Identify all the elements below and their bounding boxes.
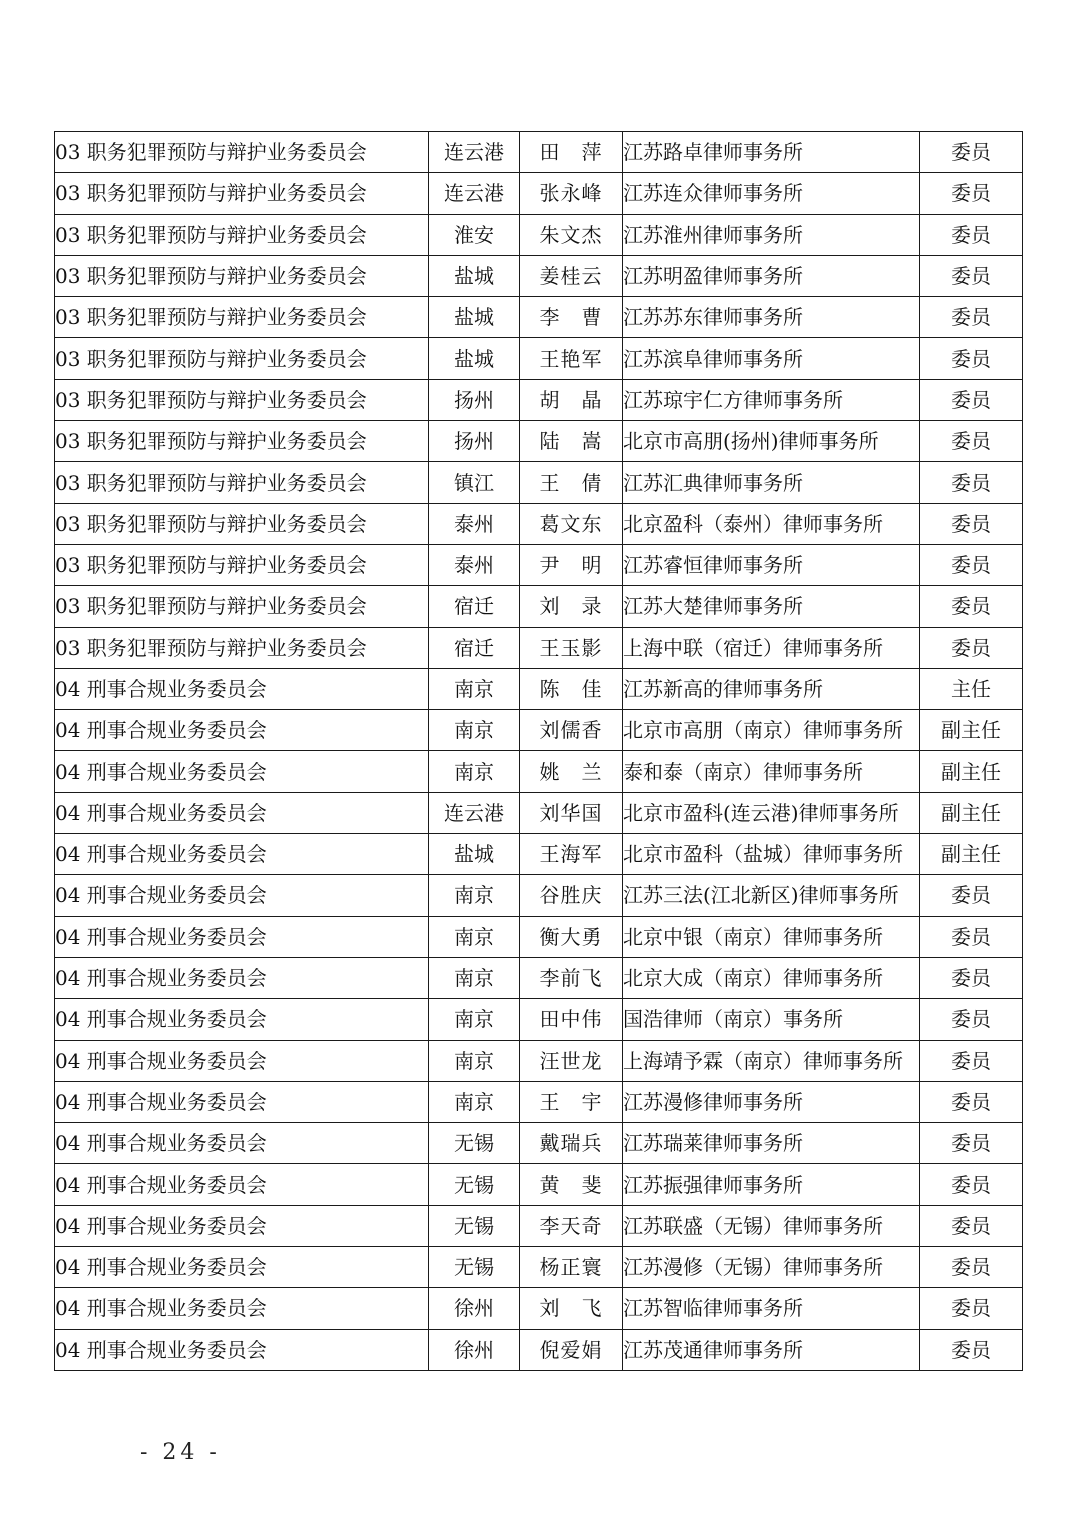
city-cell: 南京 [429,668,520,709]
table-row [55,132,1023,173]
committee-cell: 03 职务犯罪预防与辩护业务委员会 [55,255,429,296]
law-firm-cell: 国浩律师（南京）事务所 [623,999,920,1040]
role-cell: 主任 [920,668,1023,709]
member-name-cell: 杨正寰 [520,1247,623,1288]
law-firm-cell: 江苏睿恒律师事务所 [623,544,920,585]
table-row [55,1288,1023,1329]
committee-cell: 04 刑事合规业务委员会 [55,957,429,998]
committee-cell: 04 刑事合规业务委员会 [55,1329,429,1370]
city-cell: 淮安 [429,214,520,255]
member-name-cell: 陈 佳 [520,668,623,709]
member-name-cell: 李 曹 [520,297,623,338]
law-firm-cell: 江苏大楚律师事务所 [623,586,920,627]
city-cell: 无锡 [429,1123,520,1164]
member-name-cell: 田中伟 [520,999,623,1040]
member-name-cell: 姜桂云 [520,255,623,296]
table-row [55,916,1023,957]
role-cell: 委员 [920,173,1023,214]
law-firm-cell: 江苏瑞莱律师事务所 [623,1123,920,1164]
committee-cell: 04 刑事合规业务委员会 [55,1081,429,1122]
role-cell: 委员 [920,297,1023,338]
role-cell: 委员 [920,544,1023,585]
committee-cell: 03 职务犯罪预防与辩护业务委员会 [55,462,429,503]
role-cell: 委员 [920,214,1023,255]
law-firm-cell: 上海靖予霖（南京）律师事务所 [623,1040,920,1081]
committee-cell: 04 刑事合规业务委员会 [55,1123,429,1164]
table-row [55,751,1023,792]
committee-cell: 04 刑事合规业务委员会 [55,1040,429,1081]
table-row [55,462,1023,503]
city-cell: 泰州 [429,503,520,544]
city-cell: 镇江 [429,462,520,503]
table-row [55,338,1023,379]
committee-cell: 03 职务犯罪预防与辩护业务委员会 [55,173,429,214]
member-name-cell: 汪世龙 [520,1040,623,1081]
law-firm-cell: 江苏淮州律师事务所 [623,214,920,255]
law-firm-cell: 北京市盈科（盐城）律师事务所 [623,834,920,875]
committee-cell: 04 刑事合规业务委员会 [55,834,429,875]
role-cell: 委员 [920,586,1023,627]
committee-cell: 04 刑事合规业务委员会 [55,668,429,709]
table-row [55,1164,1023,1205]
table-row [55,297,1023,338]
law-firm-cell: 江苏明盈律师事务所 [623,255,920,296]
role-cell: 委员 [920,1247,1023,1288]
role-cell: 副主任 [920,792,1023,833]
city-cell: 泰州 [429,544,520,585]
law-firm-cell: 上海中联（宿迁）律师事务所 [623,627,920,668]
law-firm-cell: 江苏联盛（无锡）律师事务所 [623,1205,920,1246]
city-cell: 盐城 [429,255,520,296]
member-name-cell: 李天奇 [520,1205,623,1246]
law-firm-cell: 北京盈科（泰州）律师事务所 [623,503,920,544]
city-cell: 连云港 [429,792,520,833]
law-firm-cell: 江苏漫修律师事务所 [623,1081,920,1122]
committee-cell: 04 刑事合规业务委员会 [55,999,429,1040]
committee-cell: 03 职务犯罪预防与辩护业务委员会 [55,627,429,668]
role-cell: 委员 [920,957,1023,998]
city-cell: 扬州 [429,421,520,462]
committee-cell: 04 刑事合规业务委员会 [55,1288,429,1329]
table-row [55,834,1023,875]
role-cell: 委员 [920,1288,1023,1329]
member-name-cell: 陆 嵩 [520,421,623,462]
city-cell: 南京 [429,957,520,998]
member-name-cell: 王 倩 [520,462,623,503]
role-cell: 委员 [920,132,1023,173]
member-name-cell: 张永峰 [520,173,623,214]
member-name-cell: 王海军 [520,834,623,875]
member-name-cell: 戴瑞兵 [520,1123,623,1164]
committee-cell: 04 刑事合规业务委员会 [55,1247,429,1288]
city-cell: 无锡 [429,1247,520,1288]
committee-cell: 03 职务犯罪预防与辩护业务委员会 [55,214,429,255]
member-name-cell: 王玉影 [520,627,623,668]
law-firm-cell: 江苏滨阜律师事务所 [623,338,920,379]
city-cell: 盐城 [429,338,520,379]
committee-cell: 04 刑事合规业务委员会 [55,1164,429,1205]
committee-cell: 04 刑事合规业务委员会 [55,875,429,916]
law-firm-cell: 江苏琼宇仁方律师事务所 [623,379,920,420]
law-firm-cell: 江苏振强律师事务所 [623,1164,920,1205]
committee-cell: 03 职务犯罪预防与辩护业务委员会 [55,421,429,462]
member-name-cell: 朱文杰 [520,214,623,255]
role-cell: 委员 [920,1081,1023,1122]
law-firm-cell: 泰和泰（南京）律师事务所 [623,751,920,792]
member-name-cell: 刘 飞 [520,1288,623,1329]
city-cell: 徐州 [429,1329,520,1370]
member-name-cell: 李前飞 [520,957,623,998]
table-row [55,586,1023,627]
law-firm-cell: 北京中银（南京）律师事务所 [623,916,920,957]
table-row [55,503,1023,544]
city-cell: 扬州 [429,379,520,420]
city-cell: 徐州 [429,1288,520,1329]
city-cell: 南京 [429,875,520,916]
role-cell: 委员 [920,421,1023,462]
member-name-cell: 姚 兰 [520,751,623,792]
table-row [55,957,1023,998]
member-name-cell: 刘儒香 [520,710,623,751]
member-name-cell: 胡 晶 [520,379,623,420]
city-cell: 南京 [429,999,520,1040]
member-name-cell: 王艳军 [520,338,623,379]
law-firm-cell: 江苏漫修（无锡）律师事务所 [623,1247,920,1288]
role-cell: 委员 [920,875,1023,916]
table-row [55,379,1023,420]
law-firm-cell: 北京市高朋（南京）律师事务所 [623,710,920,751]
law-firm-cell: 北京市盈科(连云港)律师事务所 [623,792,920,833]
table-row [55,1123,1023,1164]
city-cell: 盐城 [429,834,520,875]
law-firm-cell: 江苏路卓律师事务所 [623,132,920,173]
role-cell: 委员 [920,462,1023,503]
table-row [55,1081,1023,1122]
law-firm-cell: 北京大成（南京）律师事务所 [623,957,920,998]
law-firm-cell: 江苏新高的律师事务所 [623,668,920,709]
member-name-cell: 谷胜庆 [520,875,623,916]
city-cell: 南京 [429,1040,520,1081]
city-cell: 宿迁 [429,586,520,627]
committee-cell: 03 职务犯罪预防与辩护业务委员会 [55,544,429,585]
table-row [55,792,1023,833]
table-row [55,875,1023,916]
city-cell: 盐城 [429,297,520,338]
role-cell: 委员 [920,255,1023,296]
role-cell: 委员 [920,627,1023,668]
table-row [55,1329,1023,1370]
committee-cell: 04 刑事合规业务委员会 [55,751,429,792]
city-cell: 连云港 [429,132,520,173]
city-cell: 南京 [429,751,520,792]
role-cell: 委员 [920,1329,1023,1370]
committee-cell: 04 刑事合规业务委员会 [55,1205,429,1246]
table-row [55,710,1023,751]
law-firm-cell: 江苏茂通律师事务所 [623,1329,920,1370]
city-cell: 无锡 [429,1164,520,1205]
page-number: - 24 - [140,1440,221,1465]
member-name-cell: 尹 明 [520,544,623,585]
member-name-cell: 倪爱娟 [520,1329,623,1370]
member-name-cell: 衡大勇 [520,916,623,957]
role-cell: 委员 [920,338,1023,379]
member-name-cell: 黄 斐 [520,1164,623,1205]
table-row [55,1040,1023,1081]
law-firm-cell: 江苏连众律师事务所 [623,173,920,214]
member-name-cell: 刘 录 [520,586,623,627]
table-row [55,1205,1023,1246]
role-cell: 副主任 [920,834,1023,875]
role-cell: 委员 [920,503,1023,544]
city-cell: 宿迁 [429,627,520,668]
law-firm-cell: 江苏苏东律师事务所 [623,297,920,338]
table-row [55,999,1023,1040]
member-name-cell: 刘华国 [520,792,623,833]
law-firm-cell: 江苏智临律师事务所 [623,1288,920,1329]
city-cell: 南京 [429,710,520,751]
role-cell: 委员 [920,1040,1023,1081]
committee-cell: 03 职务犯罪预防与辩护业务委员会 [55,379,429,420]
table-row [55,668,1023,709]
table-row [55,255,1023,296]
roster-body [55,132,1023,1371]
committee-cell: 04 刑事合规业务委员会 [55,792,429,833]
city-cell: 无锡 [429,1205,520,1246]
table-row [55,627,1023,668]
committee-cell: 03 职务犯罪预防与辩护业务委员会 [55,132,429,173]
committee-cell: 03 职务犯罪预防与辩护业务委员会 [55,503,429,544]
table-row [55,1247,1023,1288]
role-cell: 委员 [920,999,1023,1040]
table-row [55,544,1023,585]
role-cell: 副主任 [920,710,1023,751]
member-name-cell: 葛文东 [520,503,623,544]
role-cell: 副主任 [920,751,1023,792]
law-firm-cell: 北京市高朋(扬州)律师事务所 [623,421,920,462]
law-firm-cell: 江苏三法(江北新区)律师事务所 [623,875,920,916]
law-firm-cell: 江苏汇典律师事务所 [623,462,920,503]
table-row [55,421,1023,462]
city-cell: 南京 [429,916,520,957]
committee-cell: 04 刑事合规业务委员会 [55,710,429,751]
role-cell: 委员 [920,1205,1023,1246]
city-cell: 南京 [429,1081,520,1122]
city-cell: 连云港 [429,173,520,214]
committee-cell: 03 职务犯罪预防与辩护业务委员会 [55,297,429,338]
committee-roster-table [54,131,1023,1371]
committee-cell: 03 职务犯罪预防与辩护业务委员会 [55,586,429,627]
member-name-cell: 王 宇 [520,1081,623,1122]
role-cell: 委员 [920,379,1023,420]
committee-cell: 03 职务犯罪预防与辩护业务委员会 [55,338,429,379]
role-cell: 委员 [920,916,1023,957]
member-name-cell: 田 萍 [520,132,623,173]
table-row [55,214,1023,255]
role-cell: 委员 [920,1164,1023,1205]
committee-cell: 04 刑事合规业务委员会 [55,916,429,957]
role-cell: 委员 [920,1123,1023,1164]
table-row [55,173,1023,214]
